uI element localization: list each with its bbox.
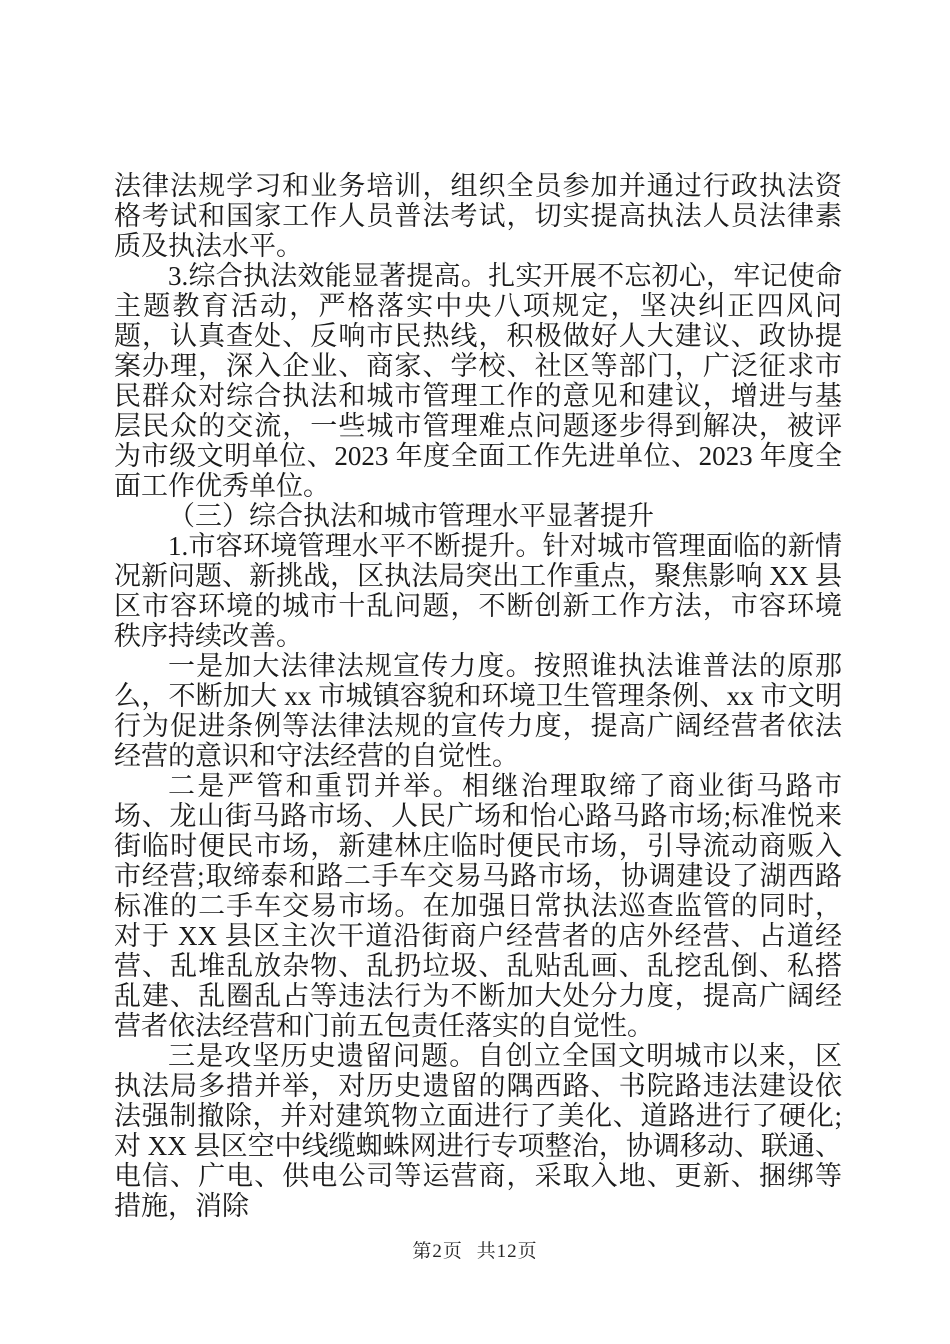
paragraph-point-three: 三是攻坚历史遗留问题。自创立全国文明城市以来，区执法局多措并举，对历史遗留的隅西路、书院路违法建设依法强制撤除，并对建筑物立面进行了美化、道路进行了硬化;对 XX 县区空中线缆蜘蛛网进行专项整治，协调移动、联通、电信、广电、供电公司等运营商，采取入地、更新、捆绑等措施，消除 [114,1041,842,1221]
paragraph-continuation: 法律法规学习和业务培训，组织全员参加并通过行政执法资格考试和国家工作人员普法考试，切实提高执法人员法律素质及执法水平。 [114,171,842,261]
page-footer [0,1241,950,1263]
document-body [114,171,842,1221]
section-heading-three: （三）综合执法和城市管理水平显著提升 [168,501,654,531]
paragraph-item-1: 1.市容环境管理水平不断提升。针对城市管理面临的新情况新问题、新挑战，区执法局突出工作重点，聚焦影响 XX 县区市容环境的城市十乱问题，不断创新工作方法，市容环境秩序持续改善。 [114,531,842,651]
paragraph-point-two: 二是严管和重罚并举。相继治理取缔了商业街马路市场、龙山街马路市场、人民广场和怡心路马路市场;标准悦来街临时便民市场，新建林庄临时便民市场，引导流动商贩入市经营;取缔泰和路二手车交易马路市场，协调建设了湖西路标准的二手车交易市场。在加强日常执法巡查监管的同时，对于 XX 县区主次干道沿街商户经营者的店外经营、占道经营、乱堆乱放杂物、乱扔垃圾、乱贴乱画、乱挖乱倒、私搭乱建、乱圈乱占等违法行为不断加大处分力度，提高广阔经营者依法经营和门前五包责任落实的自觉性。 [114,771,842,1041]
paragraph-point-one: 一是加大法律法规宣传力度。按照谁执法谁普法的原那么，不断加大 xx 市城镇容貌和环境卫生管理条例、xx 市文明行为促进条例等法律法规的宣传力度，提高广阔经营者依法经营的意识和守法经营的自觉性。 [114,651,842,771]
paragraph-item-3: 3.综合执法效能显著提高。扎实开展不忘初心，牢记使命主题教育活动，严格落实中央八项规定，坚决纠正四风问题，认真查处、反响市民热线，积极做好人大建议、政协提案办理，深入企业、商家、学校、社区等部门，广泛征求市民群众对综合执法和城市管理工作的意见和建议，增进与基层民众的交流，一些城市管理难点问题逐步得到解决，被评为市级文明单位、2023 年度全面工作先进单位、2023 年度全面工作优秀单位。 [114,261,842,501]
page-number-text: 第2页 共12页 [412,1241,538,1262]
